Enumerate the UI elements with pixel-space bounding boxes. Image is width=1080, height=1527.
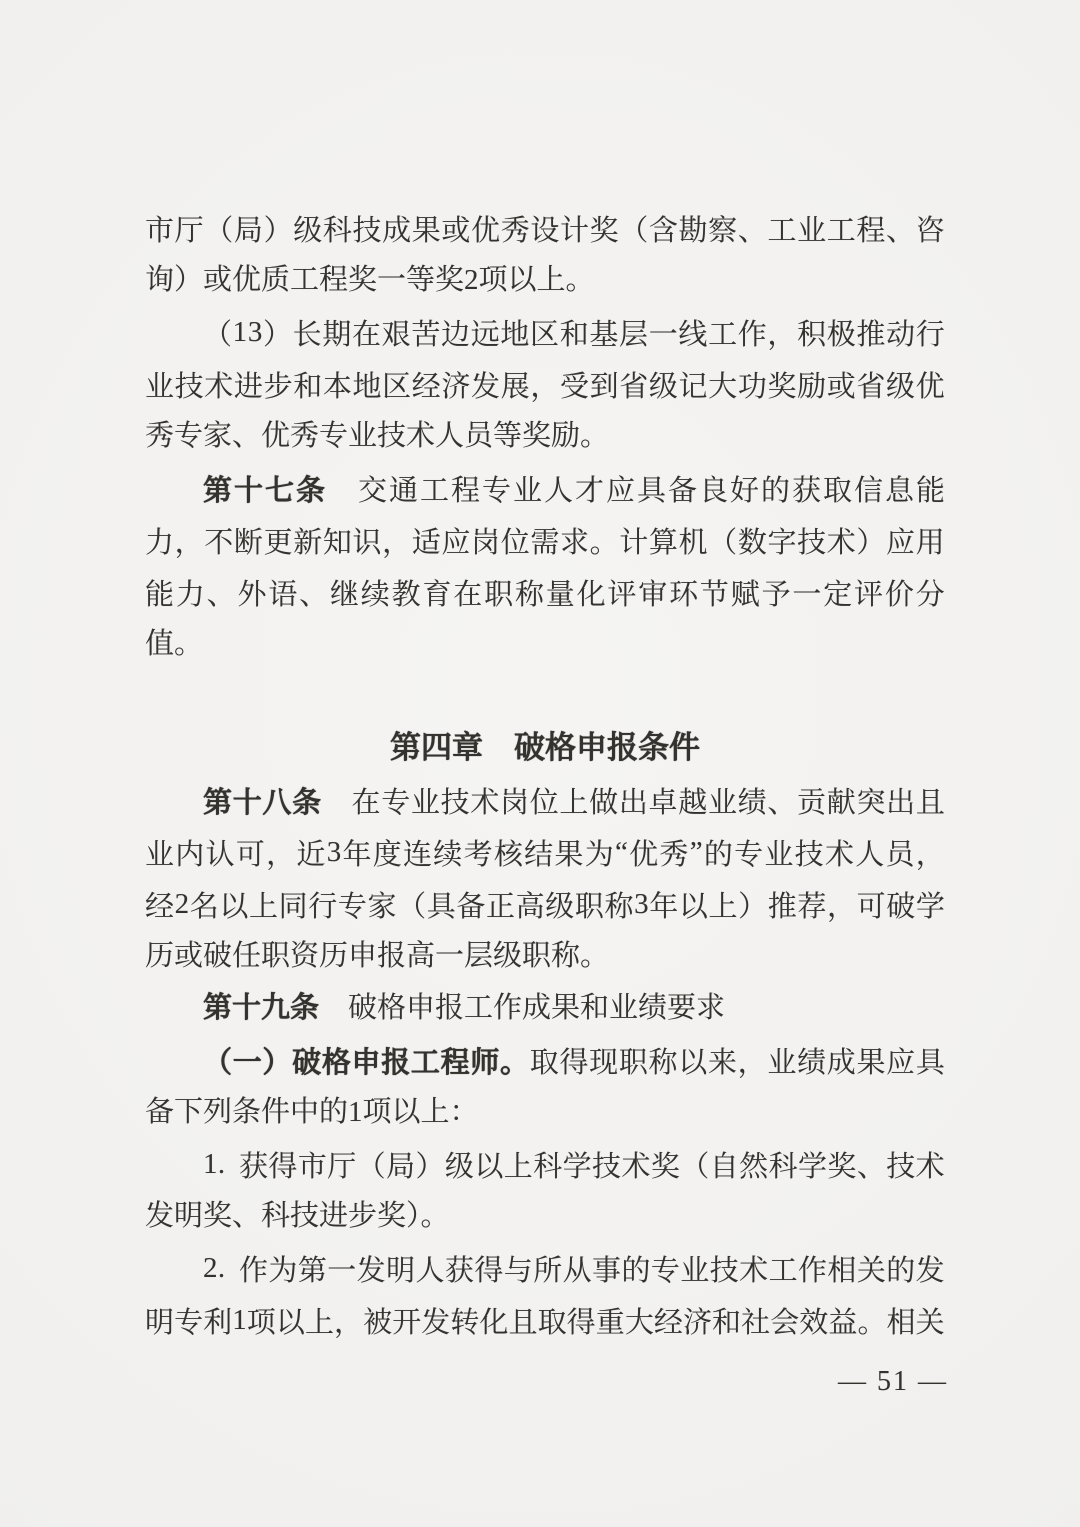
- text-line: （ 一 ） 破 格 申 报 工 程 师 。 取 得 现 职 称 以 来 ， 业 绩 成 果 应 具: [203, 1046, 945, 1079]
- chapter-heading: 第四章 破格申报条件: [390, 730, 700, 765]
- text-line: 2 . 作 为 第 一 发 明 人 获 得 与 所 从 事 的 专 业 技 术 工 作 相 关 的 发: [203, 1251, 945, 1287]
- text-line: 第十九条 破格申报工作成果和业绩要求: [203, 992, 726, 1024]
- text-line: 备下列条件中的1项以上：: [145, 1096, 479, 1128]
- text-line: 业 内 认 可 ， 近 3 年 度 连 续 考 核 结 果 为 “ 优 秀 ” 的 专 业 技 术 人 员 ，: [145, 835, 945, 871]
- text-line: 经 2 名 以 上 同 行 专 家 （ 具 备 正 高 级 职 称 3 年 以 上 ） 推 荐 ， 可 破 学: [145, 887, 945, 923]
- text-line: 1 . 获 得 市 厅 （ 局 ） 级 以 上 科 学 技 术 奖 （ 自 然 科 学 奖 、 技 术: [203, 1147, 945, 1183]
- text-line: （ 1 3 ） 长 期 在 艰 苦 边 远 地 区 和 基 层 一 线 工 作 ， 积 极 推 动 行: [203, 315, 945, 351]
- text-line: 发明奖、科技进步奖）。: [145, 1200, 450, 1232]
- text-line: 明 专 利 1 项 以 上 ， 被 开 发 转 化 且 取 得 重 大 经 济 和 社 会 效 益 。 相 关: [145, 1303, 945, 1339]
- text-line: 业 技 术 进 步 和 本 地 区 经 济 发 展 ， 受 到 省 级 记 大 功 奖 励 或 省 级 优: [145, 370, 945, 403]
- text-line: 秀专家、优秀专业技术人员等奖励。: [145, 420, 610, 452]
- text-line: 历或破任职资历申报高一层级职称。: [145, 940, 610, 972]
- text-line: 询）或优质工程奖一等奖2项以上。: [145, 264, 595, 296]
- text-line: 第 十 七 条 交 通 工 程 专 业 人 才 应 具 备 良 好 的 获 取 信 息 能: [203, 474, 945, 507]
- text-line: 市 厅 （ 局 ） 级 科 技 成 果 或 优 秀 设 计 奖 （ 含 勘 察 、 工 业 工 程 、 咨: [145, 214, 945, 247]
- blank-line: [145, 670, 945, 722]
- text-body: [145, 202, 945, 1346]
- page-number: — 51 —: [838, 1366, 948, 1397]
- text-line: 能 力 、 外 语 、 继 续 教 育 在 职 称 量 化 评 审 环 节 赋 予 一 定 评 价 分: [145, 578, 945, 611]
- text-line: 值。: [145, 628, 204, 660]
- text-line: 力 ， 不 断 更 新 知 识 ， 适 应 岗 位 需 求 。 计 算 机 （ 数 字 技 术 ） 应 用: [145, 526, 945, 559]
- text-line: 第 十 八 条 在 专 业 技 术 岗 位 上 做 出 卓 越 业 绩 、 贡 献 突 出 且: [203, 786, 945, 819]
